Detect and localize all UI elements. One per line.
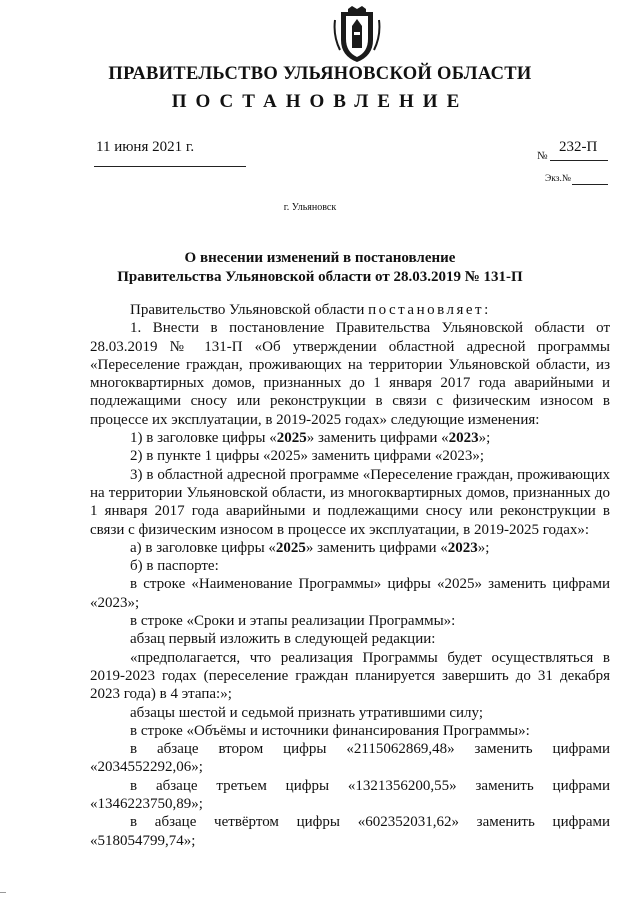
paragraph-4: 3) в областной адресной программе «Переселение граждан, проживающих на территории Ульяновской области, из многоквартирных домов, признанных до 1 января 2017 года аварийными и подлежащими сносу или реконструкции в связи с физическим износом в процессе их эксплуатации, в 2019-2025 годах»:	[90, 466, 610, 538]
p2-old-year: 2025	[276, 430, 307, 447]
document-date: 11 июня 2021 г.	[96, 139, 195, 155]
subject-line-2: Правительства Ульяновской области от 28.03.2019 № 131-П	[117, 269, 523, 285]
intro-resolves: постановляет:	[368, 302, 491, 318]
number-underline	[550, 160, 608, 161]
coat-of-arms-icon	[332, 6, 382, 64]
number-prefix: №	[537, 150, 548, 162]
copy-underline	[572, 184, 608, 185]
p2-text-e: »;	[478, 430, 491, 447]
p5-text-c: » заменить цифрами «	[305, 539, 448, 556]
document-number: 232-П	[559, 139, 598, 155]
government-title: ПРАВИТЕЛЬСТВО УЛЬЯНОВСКОЙ ОБЛАСТИ	[108, 64, 532, 84]
document-subject	[60, 249, 580, 287]
p5-new-year: 2023	[447, 539, 478, 556]
paragraph-11: абзацы шестой и седьмой признать утратившими силу;	[130, 704, 484, 721]
paragraph-15: в абзаце четвёртом цифры «602352031,62» заменить цифрами «518054799,74»;	[90, 814, 610, 849]
subject-line-1: О внесении изменений в постановление	[184, 250, 456, 266]
paragraph-10: «предполагается, что реализация Программы будет осуществляться в 2019-2023 годах (переселение граждан планируется завершить до 31 декабря 2023 года) в 4 этапа:»;	[90, 649, 610, 703]
document-body	[90, 301, 610, 850]
paragraph-7: в строке «Наименование Программы» цифры «2025» заменить цифрами «2023»;	[90, 576, 610, 611]
paragraph-2	[90, 429, 610, 447]
paragraph-13: в абзаце втором цифры «2115062869,48» заменить цифрами «2034552292,06»;	[90, 741, 610, 776]
paragraph-6: б) в паспорте:	[130, 558, 219, 575]
intro-paragraph	[90, 301, 610, 319]
p5-text-a: а) в заголовке цифры «	[130, 539, 276, 556]
city: г. Ульяновск	[283, 202, 337, 213]
paragraph-5	[90, 539, 610, 557]
paragraph-9: абзац первый изложить в следующей редакции:	[130, 631, 436, 648]
p5-old-year: 2025	[275, 539, 306, 556]
paragraph-1: 1. Внести в постановление Правительства Ульяновской области от 28.03.2019 № 131-П «Об утверждении областной адресной программы «Переселение граждан, проживающих на территории Ульяновской области, из многоквартирных домов, признанных до 1 января 2017 года аварийными и подлежащими сносу или реконструкции в связи с физическим износом в процессе их эксплуатации, в 2019-2025 годах» следующие изменения:	[90, 320, 610, 428]
document-type: ПОСТАНОВЛЕНИЕ	[171, 91, 469, 112]
paragraph-8: в строке «Сроки и этапы реализации Программы»:	[130, 613, 456, 630]
intro-text: Правительство Ульяновской области	[130, 302, 369, 318]
p2-text-c: » заменить цифрами «	[306, 430, 449, 447]
p2-text-a: 1) в заголовке цифры «	[130, 430, 277, 447]
paragraph-12: в строке «Объёмы и источники финансирования Программы»:	[130, 722, 530, 739]
scan-mark	[0, 892, 6, 893]
p2-new-year: 2023	[448, 430, 479, 447]
date-underline	[94, 166, 246, 167]
paragraph-3: 2) в пункте 1 цифры «2025» заменить цифрами «2023»;	[130, 448, 485, 465]
paragraph-14: в абзаце третьем цифры «1321356200,55» заменить цифрами «1346223750,89»;	[90, 777, 610, 813]
copy-label: Экз.№	[545, 174, 571, 184]
p5-text-e: »;	[477, 539, 490, 556]
